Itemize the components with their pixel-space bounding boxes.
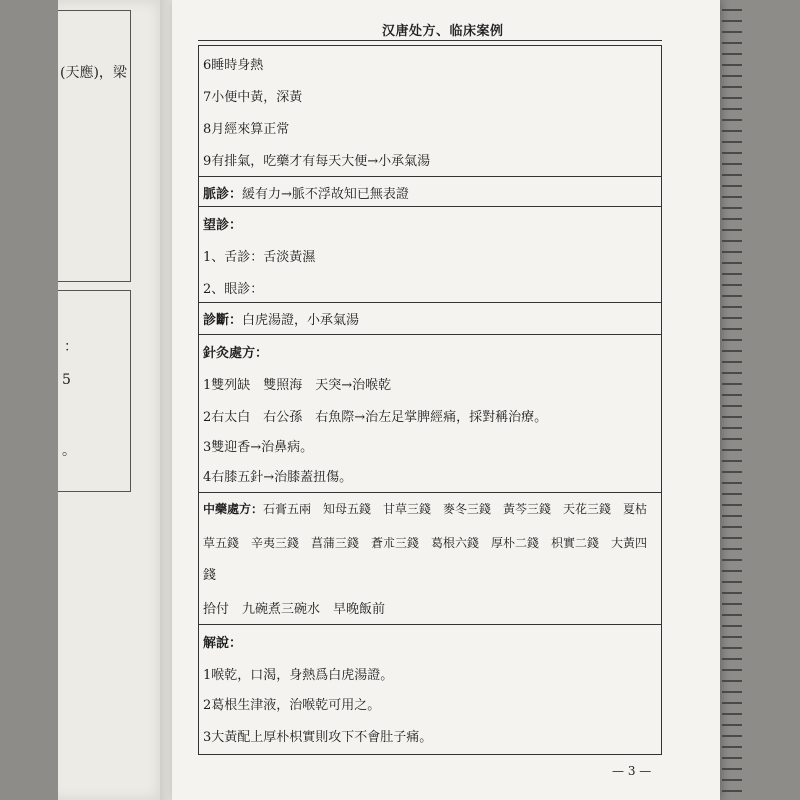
- acupuncture-item-2: 2右太白 右公孫 右魚際→治左足掌脾經痛，採對稱治療。: [203, 410, 548, 425]
- symptom-7: 7小便中黃，深黃: [203, 90, 303, 105]
- left-page-frame-lower: [58, 290, 131, 492]
- herbal-dosage: 拾付 九碗煮三碗水 早晚飯前: [203, 602, 386, 617]
- herbal-row-1: [203, 500, 647, 517]
- herbal-line-3: 錢: [203, 568, 217, 583]
- divider: [199, 302, 661, 303]
- case-form: [198, 45, 662, 755]
- divider: [199, 492, 661, 493]
- tongue-diagnosis: 1、舌診：舌淡黃濕: [203, 250, 316, 265]
- explanation-item-2: 2葛根生津液，治喉乾可用之。: [203, 698, 381, 713]
- right-page: [172, 0, 720, 800]
- spiral-binding: [722, 0, 742, 800]
- left-page-line-3: 5: [62, 372, 71, 388]
- left-page-frame: [58, 10, 131, 282]
- pulse-text: 緩有力→脈不浮故知已無表證: [242, 187, 409, 202]
- observe-label: 望診：: [203, 218, 243, 233]
- explanation-item-3: 3大黃配上厚朴枳實則攻下不會肚子痛。: [203, 730, 433, 745]
- herbal-label: 中藥處方：: [203, 502, 264, 516]
- left-page-line-2: ：: [64, 339, 78, 355]
- acupuncture-item-1: 1雙列缺 雙照海 天突→治喉乾: [203, 378, 392, 393]
- left-page-line-1: (天應)，梁: [60, 65, 127, 81]
- herbal-line-2: 草五錢 辛夷三錢 菖蒲三錢 蒼朮三錢 葛根六錢 厚朴二錢 枳實二錢 大黃四: [203, 536, 648, 550]
- symptom-6: 6睡時身熱: [203, 58, 264, 73]
- divider: [199, 624, 661, 625]
- pulse-row: [203, 183, 409, 202]
- symptom-9: 9有排氣，吃藥才有每天大便→小承氣湯: [203, 154, 431, 169]
- left-page-line-4: 。: [62, 443, 76, 459]
- page-number: — 3 —: [612, 764, 652, 778]
- left-page: [58, 0, 168, 800]
- pulse-label: 脈診：: [203, 187, 243, 202]
- symptom-8: 8月經來算正常: [203, 122, 290, 137]
- acupuncture-label: 針灸處方：: [203, 346, 269, 361]
- explanation-label: 解說：: [203, 636, 243, 651]
- header-rule: [198, 40, 662, 41]
- divider: [199, 176, 661, 177]
- divider: [199, 334, 661, 335]
- diagnosis-row: [203, 309, 359, 328]
- page-header-title: 汉唐处方、临床案例: [382, 24, 504, 39]
- diagnosis-text: 白虎湯證，小承氣湯: [242, 313, 360, 328]
- eye-diagnosis: 2、眼診：: [203, 282, 264, 297]
- diagnosis-label: 診斷：: [203, 313, 243, 328]
- acupuncture-item-4: 4右膝五針→治膝蓋扭傷。: [203, 470, 353, 485]
- divider: [199, 206, 661, 207]
- acupuncture-item-3: 3雙迎香→治鼻病。: [203, 440, 314, 455]
- herbal-line-1: 石膏五兩 知母五錢 甘草三錢 麥冬三錢 黃芩三錢 天花三錢 夏枯: [263, 502, 648, 516]
- explanation-item-1: 1喉乾，口渴，身熱爲白虎湯證。: [203, 668, 394, 683]
